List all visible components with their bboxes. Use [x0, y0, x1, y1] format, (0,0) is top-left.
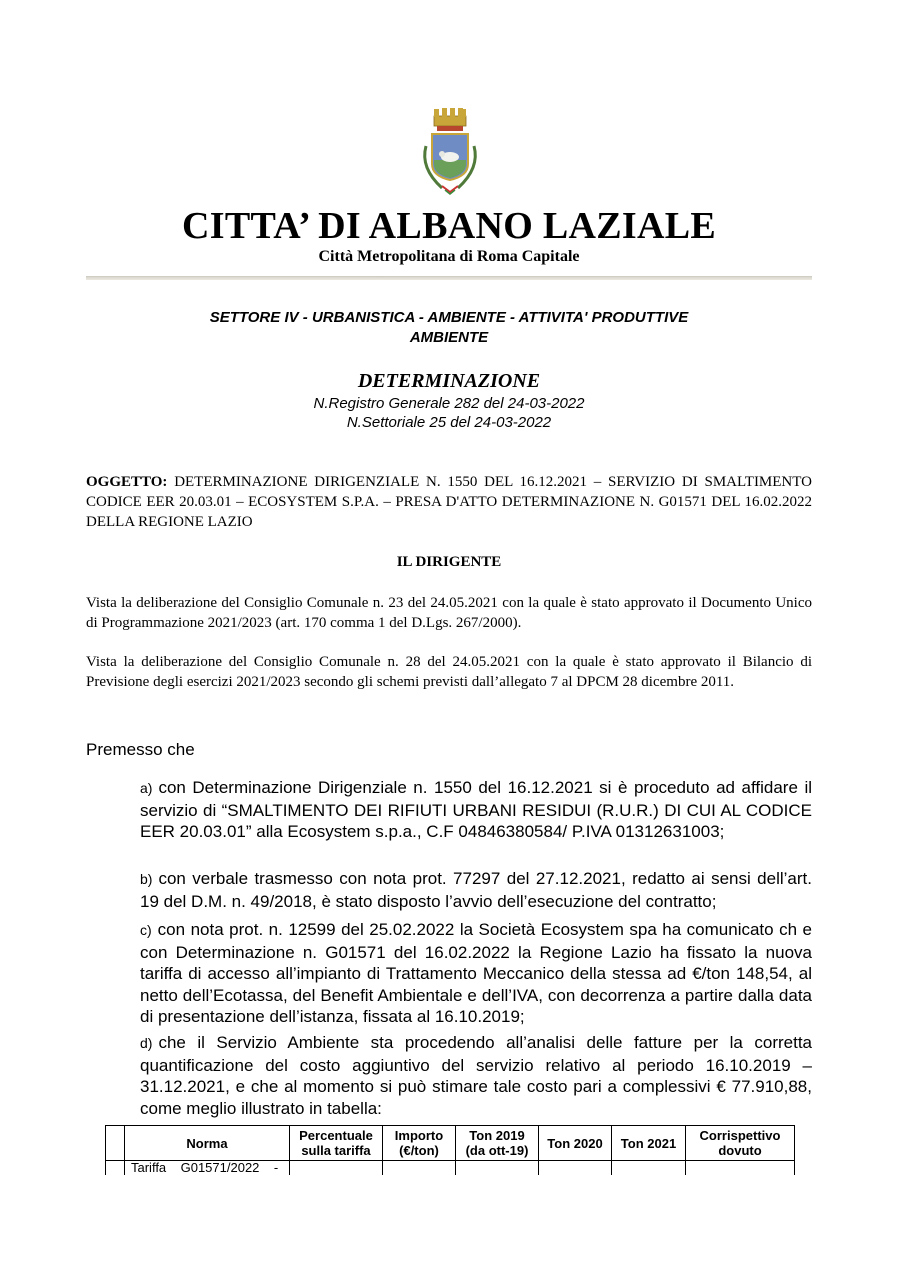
registro-generale: N.Registro Generale 282 del 24-03-2022	[313, 395, 585, 412]
premesso-item-c	[140, 919, 812, 1028]
cell	[106, 1161, 125, 1176]
oggetto-label: OGGETTO:	[86, 474, 168, 490]
cell	[539, 1161, 612, 1176]
table-header-row	[106, 1126, 795, 1161]
cost-table	[105, 1125, 795, 1175]
determination-numbers	[0, 394, 898, 432]
item-text: con verbale trasmesso con nota prot. 77297 del 27.12.2021, redatto ai sensi dell’art. 19 del D.M. n. 49/2018, è stato disposto l’avvio dell’esecuzione del contratto;	[140, 869, 812, 911]
col-header-ton-2021: Ton 2021	[612, 1126, 686, 1161]
col-header-blank	[106, 1126, 125, 1161]
registro-settoriale: N.Settoriale 25 del 24-03-2022	[346, 414, 552, 431]
item-text: con nota prot. n. 12599 del 25.02.2022 la Società Ecosystem spa ha comunicato ch e con Determinazione n. G01571 del 16.02.2022 la Regione Lazio ha fissato la nuova tariffa di accesso all’impianto di Trattamento Meccanico della stessa ad €/ton 148,54, al netto dell’Ecotassa, del Benefit Ambientale e dell’IVA, con decorrenza a partire dalla data di presentazione dell’istanza, fissata al 16.10.2019;	[140, 920, 812, 1026]
premesso-item-d	[140, 1032, 812, 1119]
vista-paragraph-1: Vista la deliberazione del Consiglio Comunale n. 23 del 24.05.2021 con la quale è stato approvato il Documento Unico di Programmazione 2021/2023 (art. 170 comma 1 del D.Lgs. 267/2000).	[86, 595, 812, 631]
sector-heading	[0, 308, 898, 348]
sector-line-1: SETTORE IV - URBANISTICA - AMBIENTE - ATTIVITA' PRODUTTIVE	[209, 309, 689, 326]
premesso-item-a	[140, 777, 812, 843]
col-header-ton-2019: Ton 2019 (da ott-19)	[456, 1126, 539, 1161]
oggetto-paragraph	[86, 472, 812, 532]
table-row	[106, 1161, 795, 1176]
municipality-title: CITTA’ DI ALBANO LAZIALE	[181, 205, 717, 247]
municipal-coat-of-arms-icon	[412, 106, 488, 200]
vista-paragraph-2: Vista la deliberazione del Consiglio Comunale n. 28 del 24.05.2021 con la quale è stato approvato il Bilancio di Previsione degli esercizi 2021/2023 secondo gli schemi previsti dall’allegato 7 al DPCM 28 dicembre 2011.	[86, 654, 812, 690]
cell-norma: Tariffa G01571/2022 -	[125, 1161, 290, 1176]
item-label: d)	[140, 1035, 153, 1051]
col-header-corrispettivo: Corrispettivo dovuto	[686, 1126, 795, 1161]
item-label: c)	[140, 922, 152, 938]
col-header-norma: Norma	[125, 1126, 290, 1161]
page-bottom-clip	[100, 1176, 820, 1206]
col-header-percentuale: Percentuale sulla tariffa	[290, 1126, 383, 1161]
header-divider	[86, 276, 812, 280]
cell	[290, 1161, 383, 1176]
cell	[686, 1161, 795, 1176]
cell	[383, 1161, 456, 1176]
cell	[612, 1161, 686, 1176]
cell	[456, 1161, 539, 1176]
determination-title: DETERMINAZIONE	[357, 370, 541, 392]
item-label: b)	[140, 871, 153, 887]
item-label: a)	[140, 780, 153, 796]
item-text: con Determinazione Dirigenziale n. 1550 del 16.12.2021 si è proceduto ad affidare il servizio di “SMALTIMENTO DEI RIFIUTI URBANI RESIDUI (R.U.R.) DI CUI AL CODICE EER 20.03.01” alla Ecosystem s.p.a., C.F 04846380584/ P.IVA 01312631003;	[140, 778, 812, 841]
item-text: che il Servizio Ambiente sta procedendo all’analisi delle fatture per la corretta quantificazione del costo aggiuntivo del servizio relativo al periodo 16.10.2019 – 31.12.2021, e che al momento si può stimare tale costo pari a complessivi € 77.910,88, come meglio illustrato in tabella:	[140, 1033, 812, 1118]
premesso-item-b	[140, 868, 812, 912]
municipality-subtitle: Città Metropolitana di Roma Capitale	[318, 248, 580, 265]
oggetto-text: DETERMINAZIONE DIRIGENZIALE N. 1550 DEL 16.12.2021 – SERVIZIO DI SMALTIMENTO CODICE EER 20.03.01 – ECOSYSTEM S.P.A. – PRESA D'ATTO DETERMINAZIONE N. G01571 DEL 16.02.2022 DELLA REGIONE LAZIO	[86, 474, 812, 530]
dirigente-heading: IL DIRIGENTE	[396, 554, 502, 570]
col-header-importo: Importo (€/ton)	[383, 1126, 456, 1161]
premesso-heading: Premesso che	[86, 740, 195, 759]
sector-line-2: AMBIENTE	[409, 329, 489, 346]
col-header-ton-2020: Ton 2020	[539, 1126, 612, 1161]
